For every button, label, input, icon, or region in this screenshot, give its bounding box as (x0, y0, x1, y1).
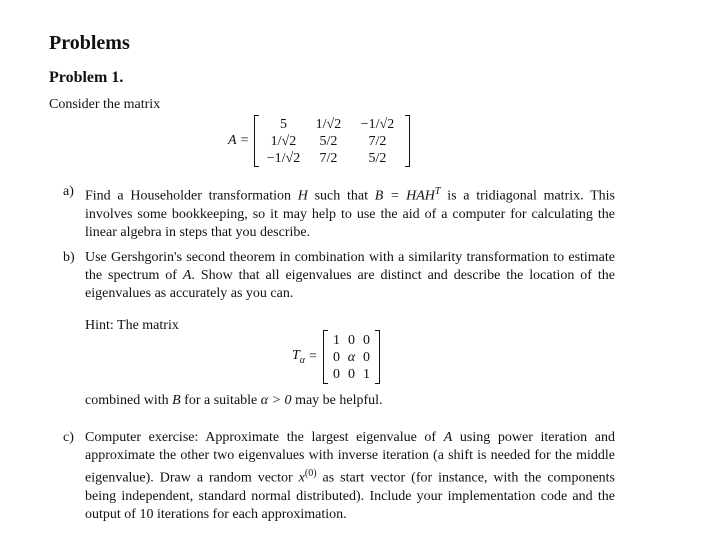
matrix-t-cell: 0 (332, 366, 340, 382)
alpha-condition: α > 0 (260, 393, 292, 408)
right-bracket (375, 330, 380, 384)
matrix-t-cell: 0 (347, 366, 355, 382)
section-title: Problems (49, 32, 130, 54)
matrix-t-cell: 0 (362, 332, 370, 348)
matrix-t-subscript: α (299, 354, 306, 366)
matrix-a-equation (228, 114, 410, 168)
item-c-text-part: Computer exercise: Approximate the largest eigenvalue of (85, 430, 444, 445)
hint-text: Hint: The matrix (85, 318, 179, 333)
matrix-a-grid (259, 116, 405, 167)
combined-text-part: for a suitable (180, 393, 261, 408)
var-b: B (172, 393, 181, 408)
matrix-t-cell: α (347, 349, 356, 365)
item-b-text (85, 249, 615, 303)
item-b-label: b) (63, 250, 75, 265)
item-b-text-part: . Show that all eigenvalues are distinct and describe the location of the eigenvalues as accurately as you can. (85, 268, 615, 301)
expr-b-hah: B = HAH (374, 188, 435, 204)
item-b-text-part: Use Gershgorin's second theorem in combination with a similarity transformation to estimate the spectrum of (85, 250, 615, 283)
matrix-a-cell: 5/2 (319, 133, 338, 149)
matrix-a-cell: −1/√2 (360, 116, 395, 132)
equals-sign: = (309, 349, 317, 364)
matrix-a-cell: 7/2 (319, 150, 338, 166)
matrix-t-grid (328, 332, 375, 383)
var-x: x (298, 470, 305, 486)
matrix-t-letter: T (292, 348, 300, 364)
transpose-sup: T (434, 186, 441, 197)
x-superscript: (0) (304, 468, 317, 479)
right-bracket (405, 115, 410, 167)
matrix-a-cell: 1/√2 (270, 133, 297, 149)
item-a-text-part: Find a Householder transformation (85, 188, 298, 204)
matrix-t-cell: 1 (362, 366, 370, 382)
item-a-label: a) (63, 184, 74, 199)
item-a-text (85, 183, 615, 242)
matrix-a-cell: 5/2 (368, 150, 387, 166)
matrix-t-name (292, 348, 305, 366)
item-a-text-part: is a tridiagonal matrix. This involves some bookkeeping, so it may help to use the aid of a computer for calculating the linear algebra in steps that you describe. (85, 188, 615, 240)
matrix-t-cell: 1 (332, 332, 340, 348)
item-c-text-part: as start vector (for instance, with the components being independent, standard normal distributed). Include your implementation code and the output of 10 iterations for each approximation. (85, 470, 616, 522)
matrix-t-cell: 0 (332, 349, 340, 365)
combined-text (85, 393, 383, 409)
problem-title: Problem 1. (49, 69, 124, 86)
intro-text: Consider the matrix (49, 97, 161, 112)
matrix-t-cell: 0 (362, 349, 370, 365)
combined-text-part: combined with (85, 393, 173, 408)
matrix-a-cell: 7/2 (368, 133, 387, 149)
matrix-a-cell: 5 (279, 116, 287, 132)
var-a: A (443, 430, 453, 445)
matrix-a-cell: −1/√2 (266, 150, 301, 166)
item-a-text-part: such that (307, 188, 375, 204)
combined-text-part: may be helpful. (291, 393, 383, 408)
matrix-t-equation (292, 329, 380, 385)
matrix-a-name: A (228, 133, 237, 148)
var-h: H (297, 188, 308, 204)
item-c-text (85, 429, 615, 524)
equals-sign: = (240, 133, 249, 148)
matrix-a-cell: 1/√2 (315, 116, 342, 132)
matrix-t-cell: 0 (347, 332, 355, 348)
item-c-text-part: using power iteration and approximate the other two eigenvalues with inverse iteration (a shift is needed for the middle eigenvalue). Draw a random vector (85, 430, 615, 486)
var-a: A (182, 268, 192, 283)
item-c-label: c) (63, 430, 74, 445)
